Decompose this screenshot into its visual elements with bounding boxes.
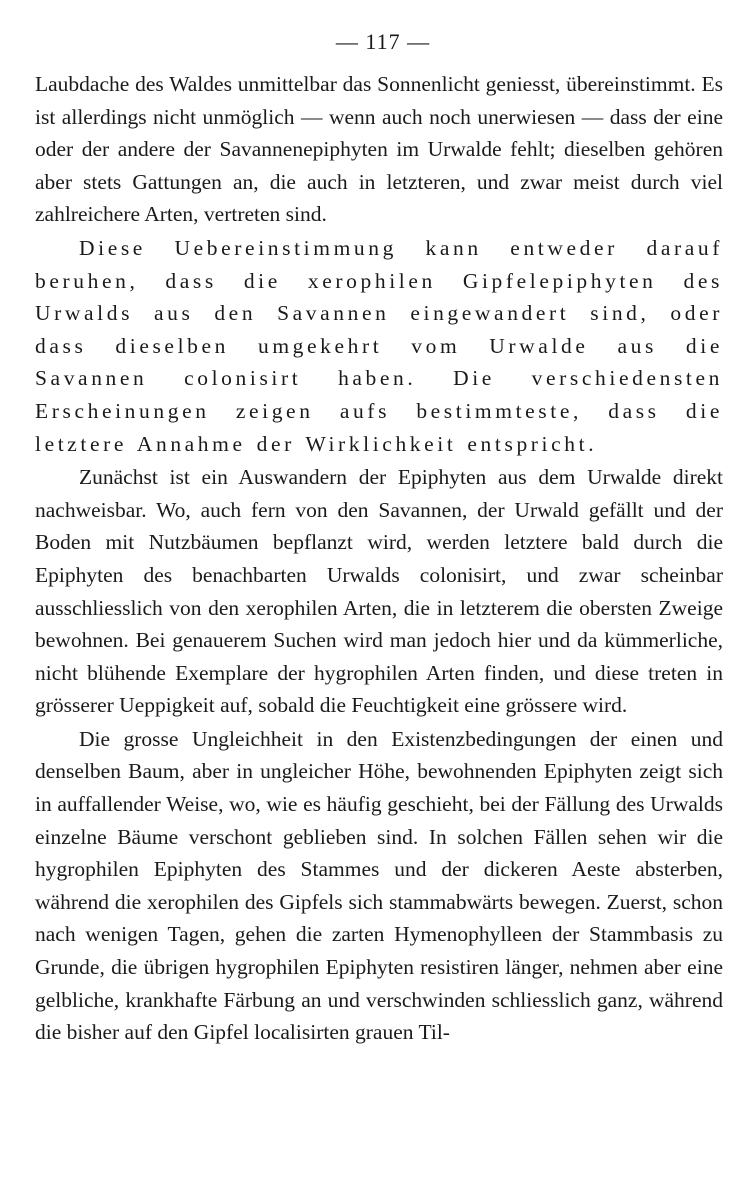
paragraph-continuation: Laubdache des Waldes unmittelbar das Sonnenlicht geniesst, übereinstimmt. Es ist allerdings nicht unmöglich — wenn auch noch unerwiesen — dass der eine oder der andere der Savannenepiphyten im Urwalde fehlt; dieselben gehören aber stets Gattungen an, die auch in letzteren, und zwar meist durch viel zahlreichere Arten, vertreten sind. bbox=[35, 72, 723, 227]
book-page bbox=[35, 26, 723, 1049]
page-number: — 117 — bbox=[335, 29, 431, 54]
paragraph-existence-conditions: Die grosse Ungleichheit in den Existenzbedingungen der einen und denselben Baum, aber in ungleicher Höhe, bewohnenden Epiphyten zeigt sich in auffallender Weise, wo, wie es häufig geschieht, bei der Fällung des Urwalds einzelne Bäume verschont geblieben sind. In solchen Fällen sehen wir die hygrophilen Epiphyten des Stammes und der dickeren Aeste absterben, während die xerophilen des Gipfels sich stammabwärts bewegen. Zuerst, schon nach wenigen Tagen, gehen die zarten Hymenophylleen der Stammbasis zu Grunde, die übrigen hygrophilen Epiphyten resistiren länger, nehmen aber eine gelbliche, krankhafte Färbung an und verschwinden schliesslich ganz, während die bisher auf den Gipfel localisirten grauen Til- bbox=[35, 726, 723, 1045]
paragraph-spaced-emphasis: Diese Uebereinstimmung kann entweder darauf beruhen, dass die xerophilen Gipfelepiphyten des Urwalds aus den Savannen eingewandert sind, oder dass dieselben umgekehrt vom Urwalde aus die Savannen colonisirt haben. Die verschiedensten Erscheinungen zeigen aufs bestimmteste, dass die letztere Annahme der Wirklichkeit entspricht. bbox=[35, 235, 723, 456]
paragraph-emigration-evidence: Zunächst ist ein Auswandern der Epiphyten aus dem Urwalde direkt nachweisbar. Wo, auch fern von den Savannen, der Urwald gefällt und der Boden mit Nutzbäumen bepflanzt wird, werden letztere bald durch die Epiphyten des benachbarten Urwalds colonisirt, und zwar scheinbar ausschliesslich von den xerophilen Arten, die in letzterem die obersten Zweige bewohnen. Bei genauerem Suchen wird man jedoch hier und da kümmerliche, nicht blühende Exemplare der hygrophilen Arten finden, und diese treten in grösserer Ueppigkeit auf, sobald die Feuchtigkeit eine grössere wird. bbox=[35, 465, 723, 718]
